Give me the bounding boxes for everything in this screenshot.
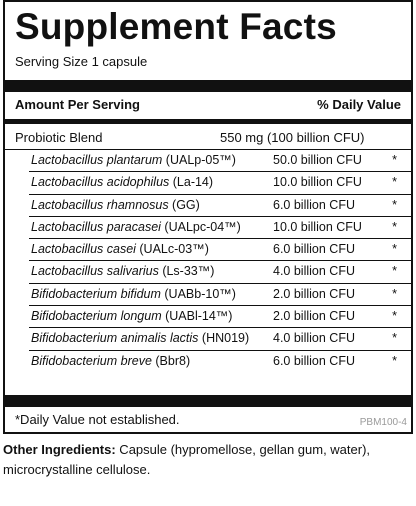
ingredient-dv: * <box>392 264 397 279</box>
other-ingredients <box>3 440 413 480</box>
footnote: *Daily Value not established. <box>15 412 180 427</box>
ingredient-name <box>31 331 249 345</box>
ingredient-strain: (UALc-03™) <box>135 242 209 257</box>
ingredient-species: Lactobacillus acidophilus <box>31 175 170 190</box>
ingredient-species: Lactobacillus salivarius <box>31 264 159 279</box>
amount-per-serving-header: Amount Per Serving <box>15 97 140 112</box>
ingredient-amount: 6.0 billion CFU <box>273 242 355 257</box>
ingredient-name <box>31 354 190 368</box>
blend-row <box>5 127 411 150</box>
ingredient-row <box>5 217 411 239</box>
ingredient-amount: 10.0 billion CFU <box>273 175 362 190</box>
ingredient-species: Lactobacillus paracasei <box>31 219 161 234</box>
ingredient-dv: * <box>392 175 397 190</box>
ingredient-dv: * <box>392 153 397 167</box>
ingredient-amount: 50.0 billion CFU <box>273 153 362 167</box>
divider-medium <box>5 119 411 124</box>
ingredient-row <box>5 284 411 306</box>
ingredient-amount: 4.0 billion CFU <box>273 264 355 279</box>
other-ingredients-text: Capsule (hypromellose, gellan gum, water), microcrystalline cellulose. <box>3 442 371 477</box>
ingredient-strain: (La-14) <box>169 175 214 190</box>
ingredient-name <box>31 198 200 212</box>
ingredient-name <box>31 175 213 189</box>
ingredient-amount: 6.0 billion CFU <box>273 197 355 212</box>
ingredient-name <box>31 153 236 167</box>
ingredient-strain: (UABb-10™) <box>160 286 236 301</box>
ingredient-strain: (Bbr8) <box>151 353 191 368</box>
supplement-facts-panel <box>3 0 413 434</box>
ingredient-dv: * <box>392 286 397 301</box>
ingredient-species: Bifidobacterium breve <box>31 353 152 368</box>
serving-size: Serving Size 1 capsule <box>15 54 148 69</box>
ingredient-row <box>5 306 411 328</box>
ingredient-species: Lactobacillus rhamnosus <box>31 197 169 212</box>
ingredient-amount: 10.0 billion CFU <box>273 219 362 234</box>
panel-title: Supplement Facts <box>15 6 337 47</box>
ingredient-row <box>5 328 411 350</box>
ingredient-dv: * <box>392 219 397 234</box>
ingredient-dv: * <box>392 197 397 212</box>
divider-bottom <box>5 395 411 407</box>
other-ingredients-label: Other Ingredients: <box>3 442 116 457</box>
ingredient-amount: 2.0 billion CFU <box>273 286 355 301</box>
ingredient-list <box>5 150 411 373</box>
product-code: PBM100-4 <box>359 417 407 428</box>
ingredient-species: Lactobacillus casei <box>31 242 136 257</box>
ingredient-row <box>5 239 411 261</box>
ingredient-species: Bifidobacterium animalis lactis <box>31 331 199 346</box>
ingredient-name <box>31 264 214 278</box>
ingredient-strain: (UALp-05™) <box>162 153 236 167</box>
ingredient-dv: * <box>392 353 397 368</box>
blend-amount: 550 mg (100 billion CFU) <box>220 130 365 145</box>
ingredient-strain: (Ls-33™) <box>158 264 215 279</box>
blend-name: Probiotic Blend <box>15 130 103 145</box>
ingredient-dv: * <box>392 309 397 324</box>
ingredient-amount: 2.0 billion CFU <box>273 309 355 324</box>
ingredient-name <box>31 220 241 234</box>
ingredient-name <box>31 242 209 256</box>
ingredient-strain: (HN019) <box>198 331 250 346</box>
divider-thick <box>5 80 411 92</box>
ingredient-amount: 6.0 billion CFU <box>273 353 355 368</box>
ingredient-species: Bifidobacterium longum <box>31 309 162 324</box>
ingredient-strain: (GG) <box>168 197 200 212</box>
ingredient-name <box>31 309 232 323</box>
ingredient-dv: * <box>392 242 397 257</box>
ingredient-amount: 4.0 billion CFU <box>273 331 355 346</box>
ingredient-species: Lactobacillus plantarum <box>31 153 163 167</box>
ingredient-row <box>5 150 411 172</box>
ingredient-name <box>31 287 236 301</box>
ingredient-species: Bifidobacterium bifidum <box>31 286 161 301</box>
ingredient-row <box>5 195 411 217</box>
ingredient-row <box>5 351 411 373</box>
ingredient-strain: (UABl-14™) <box>161 309 233 324</box>
ingredient-row <box>5 172 411 194</box>
ingredient-dv: * <box>392 331 397 346</box>
daily-value-header: % Daily Value <box>317 97 401 112</box>
ingredient-strain: (UALpc-04™) <box>160 219 241 234</box>
ingredient-row <box>5 261 411 283</box>
